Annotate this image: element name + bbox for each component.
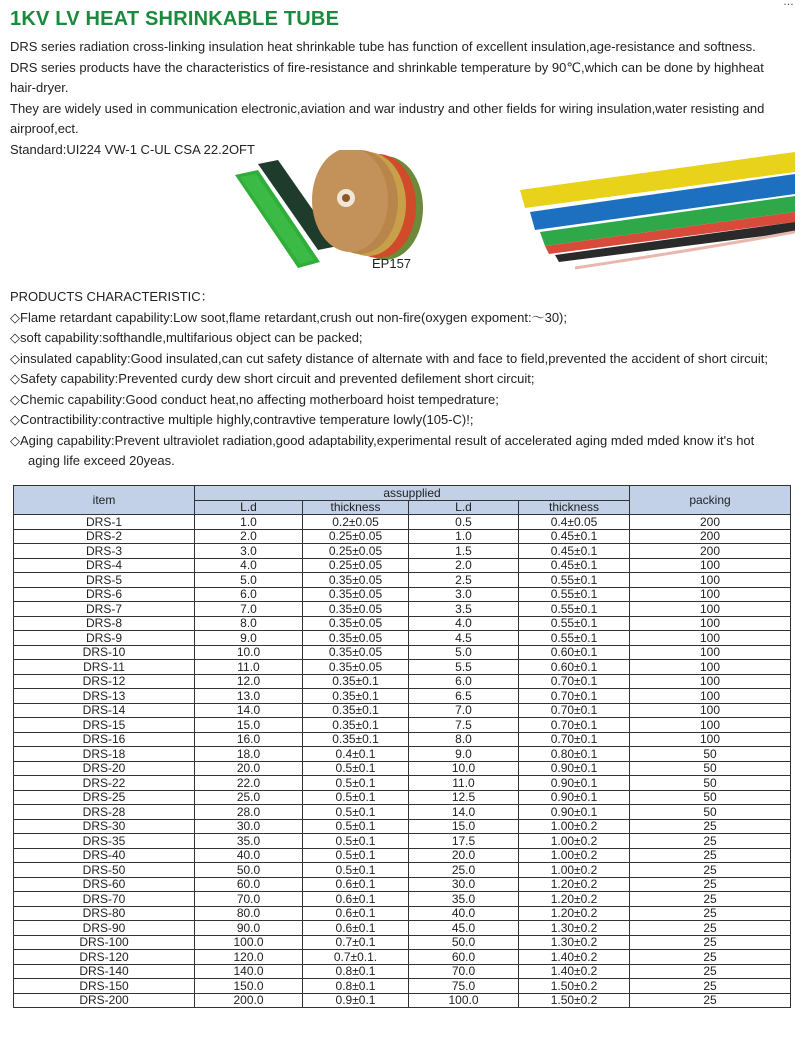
cell-ld: 1.5 xyxy=(409,544,519,559)
cell-packing: 50 xyxy=(630,805,791,820)
cell-packing: 200 xyxy=(630,544,791,559)
cell-ld: 13.0 xyxy=(195,689,303,704)
cell-ld: 22.0 xyxy=(195,776,303,791)
cell-thickness: 1.30±0.2 xyxy=(519,921,630,936)
table-row xyxy=(14,761,791,776)
table-row xyxy=(14,979,791,994)
intro-paragraph: DRS series products have the characteristics of fire-resistance and shrinkable temperature by 90℃,which can be done by highheat hair-dryer. xyxy=(10,59,764,95)
product-photo-tubes xyxy=(515,150,795,275)
cell-thickness: 0.25±0.05 xyxy=(303,544,409,559)
cell-ld: 40.0 xyxy=(195,848,303,863)
cell-thickness: 0.5±0.1 xyxy=(303,848,409,863)
cell-ld: 28.0 xyxy=(195,805,303,820)
cell-ld: 100.0 xyxy=(195,935,303,950)
cell-packing: 100 xyxy=(630,660,791,675)
cell-thickness: 0.5±0.1 xyxy=(303,863,409,878)
table-row xyxy=(14,544,791,559)
cell-packing: 100 xyxy=(630,587,791,602)
cell-ld: 5.0 xyxy=(409,645,519,660)
cell-ld: 6.0 xyxy=(195,587,303,602)
col-header-thickness: thickness xyxy=(303,500,409,515)
table-row xyxy=(14,935,791,950)
col-header-item: item xyxy=(14,486,195,515)
cell-ld: 6.5 xyxy=(409,689,519,704)
cell-item: DRS-22 xyxy=(14,776,195,791)
cell-thickness: 0.8±0.1 xyxy=(303,964,409,979)
cell-thickness: 0.25±0.05 xyxy=(303,529,409,544)
table-row xyxy=(14,921,791,936)
cell-ld: 17.5 xyxy=(409,834,519,849)
cell-item: DRS-30 xyxy=(14,819,195,834)
cell-packing: 100 xyxy=(630,573,791,588)
cell-packing: 100 xyxy=(630,645,791,660)
cell-ld: 2.5 xyxy=(409,573,519,588)
cell-packing: 25 xyxy=(630,921,791,936)
cell-ld: 9.0 xyxy=(195,631,303,646)
cell-thickness: 0.35±0.05 xyxy=(303,631,409,646)
cell-packing: 100 xyxy=(630,558,791,573)
cell-item: DRS-8 xyxy=(14,616,195,631)
table-row xyxy=(14,616,791,631)
table-row xyxy=(14,805,791,820)
table-row xyxy=(14,906,791,921)
table-row xyxy=(14,863,791,878)
cell-thickness: 0.35±0.05 xyxy=(303,660,409,675)
cell-item: DRS-150 xyxy=(14,979,195,994)
cell-thickness: 0.5±0.1 xyxy=(303,805,409,820)
cell-ld: 0.5 xyxy=(409,515,519,530)
cell-ld: 2.0 xyxy=(195,529,303,544)
cell-item: DRS-50 xyxy=(14,863,195,878)
cell-item: DRS-5 xyxy=(14,573,195,588)
cell-ld: 4.0 xyxy=(409,616,519,631)
cell-thickness: 0.35±0.1 xyxy=(303,689,409,704)
cell-item: DRS-200 xyxy=(14,993,195,1008)
cell-thickness: 0.5±0.1 xyxy=(303,761,409,776)
cell-packing: 100 xyxy=(630,689,791,704)
table-row xyxy=(14,674,791,689)
cell-thickness: 0.5±0.1 xyxy=(303,819,409,834)
table-row xyxy=(14,645,791,660)
table-row xyxy=(14,848,791,863)
feature-item: ◇Flame retardant capability:Low soot,flame retardant,crush out non-fire(oxygen expoment:～30); xyxy=(10,309,567,325)
cell-packing: 100 xyxy=(630,631,791,646)
spec-table xyxy=(13,485,791,1008)
cell-thickness: 0.60±0.1 xyxy=(519,660,630,675)
cell-item: DRS-25 xyxy=(14,790,195,805)
cell-item: DRS-90 xyxy=(14,921,195,936)
cell-thickness: 0.60±0.1 xyxy=(519,645,630,660)
cell-ld: 25.0 xyxy=(195,790,303,805)
cell-packing: 200 xyxy=(630,515,791,530)
cell-ld: 35.0 xyxy=(409,892,519,907)
cell-packing: 50 xyxy=(630,790,791,805)
table-row xyxy=(14,529,791,544)
cell-ld: 4.0 xyxy=(195,558,303,573)
cell-packing: 25 xyxy=(630,848,791,863)
cell-ld: 200.0 xyxy=(195,993,303,1008)
cell-ld: 11.0 xyxy=(409,776,519,791)
cell-ld: 2.0 xyxy=(409,558,519,573)
cell-thickness: 0.70±0.1 xyxy=(519,703,630,718)
cell-item: DRS-60 xyxy=(14,877,195,892)
cell-packing: 200 xyxy=(630,529,791,544)
cell-item: DRS-6 xyxy=(14,587,195,602)
cell-thickness: 0.4±0.1 xyxy=(303,747,409,762)
cell-item: DRS-14 xyxy=(14,703,195,718)
cell-ld: 18.0 xyxy=(195,747,303,762)
cell-thickness: 0.35±0.1 xyxy=(303,703,409,718)
intro-paragraph: They are widely used in communication electronic,aviation and war industry and other fields for wiring insulation,water resisting and airproof,ect. xyxy=(10,100,765,136)
cell-ld: 5.5 xyxy=(409,660,519,675)
cell-thickness: 0.4±0.05 xyxy=(519,515,630,530)
image-caption: EP157 xyxy=(372,256,412,271)
cell-thickness: 0.45±0.1 xyxy=(519,558,630,573)
cell-ld: 8.0 xyxy=(195,616,303,631)
table-row xyxy=(14,747,791,762)
cell-thickness: 0.5±0.1 xyxy=(303,776,409,791)
cell-ld: 14.0 xyxy=(195,703,303,718)
col-header-thickness: thickness xyxy=(519,500,630,515)
cell-packing: 25 xyxy=(630,819,791,834)
table-row xyxy=(14,587,791,602)
cell-item: DRS-120 xyxy=(14,950,195,965)
cell-thickness: 1.00±0.2 xyxy=(519,863,630,878)
cell-thickness: 0.6±0.1 xyxy=(303,892,409,907)
cell-thickness: 1.00±0.2 xyxy=(519,848,630,863)
product-photo-reels xyxy=(230,150,445,270)
cell-ld: 120.0 xyxy=(195,950,303,965)
cell-thickness: 0.55±0.1 xyxy=(519,631,630,646)
cell-thickness: 0.6±0.1 xyxy=(303,921,409,936)
cell-ld: 12.0 xyxy=(195,674,303,689)
cell-thickness: 1.20±0.2 xyxy=(519,892,630,907)
cell-thickness: 0.2±0.05 xyxy=(303,515,409,530)
cell-ld: 6.0 xyxy=(409,674,519,689)
cell-thickness: 0.70±0.1 xyxy=(519,674,630,689)
cell-thickness: 0.90±0.1 xyxy=(519,776,630,791)
cell-item: DRS-10 xyxy=(14,645,195,660)
page-title: 1KV LV HEAT SHRINKABLE TUBE xyxy=(10,8,340,30)
cell-ld: 8.0 xyxy=(409,732,519,747)
cell-item: DRS-9 xyxy=(14,631,195,646)
cell-thickness: 0.6±0.1 xyxy=(303,877,409,892)
cell-ld: 90.0 xyxy=(195,921,303,936)
cell-ld: 7.0 xyxy=(195,602,303,617)
cell-item: DRS-80 xyxy=(14,906,195,921)
table-row xyxy=(14,631,791,646)
cell-thickness: 1.20±0.2 xyxy=(519,906,630,921)
cell-ld: 20.0 xyxy=(195,761,303,776)
cell-packing: 25 xyxy=(630,979,791,994)
cell-thickness: 0.25±0.05 xyxy=(303,558,409,573)
table-row xyxy=(14,819,791,834)
cell-ld: 7.5 xyxy=(409,718,519,733)
cell-ld: 35.0 xyxy=(195,834,303,849)
table-row xyxy=(14,950,791,965)
cell-item: DRS-70 xyxy=(14,892,195,907)
feature-item: ◇Safety capability:Prevented curdy dew short circuit and prevented defilement short circuit; xyxy=(10,371,535,386)
col-header-ld: L.d xyxy=(409,500,519,515)
cell-thickness: 0.55±0.1 xyxy=(519,602,630,617)
table-row xyxy=(14,776,791,791)
cell-thickness: 0.55±0.1 xyxy=(519,616,630,631)
cell-packing: 25 xyxy=(630,892,791,907)
col-header-ld: L.d xyxy=(195,500,303,515)
cell-ld: 140.0 xyxy=(195,964,303,979)
cell-item: DRS-4 xyxy=(14,558,195,573)
cell-thickness: 0.35±0.05 xyxy=(303,616,409,631)
cell-thickness: 0.80±0.1 xyxy=(519,747,630,762)
cell-ld: 25.0 xyxy=(409,863,519,878)
cell-packing: 25 xyxy=(630,906,791,921)
cell-thickness: 0.90±0.1 xyxy=(519,790,630,805)
cell-packing: 100 xyxy=(630,674,791,689)
cell-ld: 12.5 xyxy=(409,790,519,805)
cell-item: DRS-40 xyxy=(14,848,195,863)
cell-packing: 50 xyxy=(630,761,791,776)
cell-packing: 50 xyxy=(630,747,791,762)
intro-text xyxy=(10,37,790,160)
cell-ld: 70.0 xyxy=(409,964,519,979)
table-row xyxy=(14,877,791,892)
corner-text: … xyxy=(783,0,794,8)
cell-packing: 25 xyxy=(630,964,791,979)
cell-thickness: 0.35±0.05 xyxy=(303,573,409,588)
feature-item: ◇Contractibility:contractive multiple highly,contravtive temperature lowly(105-C)!; xyxy=(10,412,474,427)
cell-packing: 100 xyxy=(630,732,791,747)
cell-ld: 9.0 xyxy=(409,747,519,762)
table-row xyxy=(14,718,791,733)
cell-thickness: 0.35±0.05 xyxy=(303,645,409,660)
cell-thickness: 0.9±0.1 xyxy=(303,993,409,1008)
cell-ld: 7.0 xyxy=(409,703,519,718)
intro-paragraph: DRS series radiation cross-linking insulation heat shrinkable tube has function of excellent insulation,age-resistance and softness. xyxy=(10,39,756,54)
table-row xyxy=(14,660,791,675)
cell-ld: 15.0 xyxy=(195,718,303,733)
table-row xyxy=(14,515,791,530)
cell-ld: 10.0 xyxy=(409,761,519,776)
cell-thickness: 0.35±0.1 xyxy=(303,732,409,747)
feature-item: ◇Aging capability:Prevent ultraviolet radiation,good adaptability,experimental result of accelerated aging mded mded know it's hot xyxy=(10,432,755,448)
cell-item: DRS-18 xyxy=(14,747,195,762)
cell-item: DRS-7 xyxy=(14,602,195,617)
cell-thickness: 0.90±0.1 xyxy=(519,805,630,820)
cell-packing: 25 xyxy=(630,877,791,892)
cell-packing: 25 xyxy=(630,834,791,849)
cell-ld: 30.0 xyxy=(195,819,303,834)
cell-thickness: 0.35±0.1 xyxy=(303,718,409,733)
features-list xyxy=(10,287,795,472)
cell-thickness: 1.50±0.2 xyxy=(519,993,630,1008)
cell-item: DRS-35 xyxy=(14,834,195,849)
cell-thickness: 0.5±0.1 xyxy=(303,834,409,849)
table-row xyxy=(14,689,791,704)
cell-thickness: 0.7±0.1 xyxy=(303,935,409,950)
table-row xyxy=(14,834,791,849)
cell-item: DRS-15 xyxy=(14,718,195,733)
table-row xyxy=(14,790,791,805)
col-header-packing: packing xyxy=(630,486,791,515)
cell-item: DRS-11 xyxy=(14,660,195,675)
cell-thickness: 0.35±0.1 xyxy=(303,674,409,689)
cell-ld: 75.0 xyxy=(409,979,519,994)
cell-packing: 100 xyxy=(630,703,791,718)
cell-thickness: 0.70±0.1 xyxy=(519,718,630,733)
table-row xyxy=(14,558,791,573)
cell-ld: 60.0 xyxy=(409,950,519,965)
cell-thickness: 0.55±0.1 xyxy=(519,573,630,588)
feature-item: ◇insulated capablity:Good insulated,can cut safety distance of alternate with and face to field,prevented the accident of short circuit; xyxy=(10,350,768,366)
cell-ld: 50.0 xyxy=(195,863,303,878)
table-row xyxy=(14,602,791,617)
feature-item: ◇soft capability:softhandle,multifarious object can be packed; xyxy=(10,330,363,345)
cell-thickness: 0.70±0.1 xyxy=(519,689,630,704)
cell-ld: 150.0 xyxy=(195,979,303,994)
cell-ld: 3.0 xyxy=(195,544,303,559)
cell-ld: 10.0 xyxy=(195,645,303,660)
cell-ld: 1.0 xyxy=(409,529,519,544)
cell-packing: 25 xyxy=(630,863,791,878)
cell-thickness: 0.90±0.1 xyxy=(519,761,630,776)
cell-ld: 15.0 xyxy=(409,819,519,834)
cell-thickness: 0.5±0.1 xyxy=(303,790,409,805)
cell-ld: 20.0 xyxy=(409,848,519,863)
cell-packing: 50 xyxy=(630,776,791,791)
cell-thickness: 1.00±0.2 xyxy=(519,819,630,834)
features-heading: PRODUCTS CHARACTERISTIC： xyxy=(10,289,214,304)
cell-ld: 16.0 xyxy=(195,732,303,747)
cell-item: DRS-100 xyxy=(14,935,195,950)
cell-thickness: 1.00±0.2 xyxy=(519,834,630,849)
table-row xyxy=(14,703,791,718)
cell-ld: 70.0 xyxy=(195,892,303,907)
cell-ld: 3.0 xyxy=(409,587,519,602)
cell-ld: 100.0 xyxy=(409,993,519,1008)
cell-thickness: 0.70±0.1 xyxy=(519,732,630,747)
cell-ld: 80.0 xyxy=(195,906,303,921)
cell-item: DRS-28 xyxy=(14,805,195,820)
cell-thickness: 1.50±0.2 xyxy=(519,979,630,994)
cell-thickness: 1.30±0.2 xyxy=(519,935,630,950)
cell-ld: 1.0 xyxy=(195,515,303,530)
cell-thickness: 0.45±0.1 xyxy=(519,544,630,559)
cell-packing: 25 xyxy=(630,950,791,965)
table-row xyxy=(14,892,791,907)
col-header-supplied: assupplied xyxy=(195,486,630,501)
feature-item-continued: aging life exceed 20yeas. xyxy=(28,453,175,468)
table-row xyxy=(14,993,791,1008)
cell-thickness: 0.7±0.1. xyxy=(303,950,409,965)
cell-thickness: 0.55±0.1 xyxy=(519,587,630,602)
cell-packing: 25 xyxy=(630,935,791,950)
cell-thickness: 1.40±0.2 xyxy=(519,964,630,979)
cell-item: DRS-2 xyxy=(14,529,195,544)
cell-ld: 45.0 xyxy=(409,921,519,936)
table-row xyxy=(14,964,791,979)
standard-line: Standard:UI224 VW-1 C-UL CSA 22.2OFT xyxy=(10,141,255,157)
cell-ld: 11.0 xyxy=(195,660,303,675)
cell-ld: 4.5 xyxy=(409,631,519,646)
cell-thickness: 0.35±0.05 xyxy=(303,602,409,617)
cell-ld: 5.0 xyxy=(195,573,303,588)
cell-thickness: 0.35±0.05 xyxy=(303,587,409,602)
cell-thickness: 0.45±0.1 xyxy=(519,529,630,544)
spec-table-body xyxy=(14,515,791,1008)
cell-thickness: 0.8±0.1 xyxy=(303,979,409,994)
cell-item: DRS-12 xyxy=(14,674,195,689)
cell-packing: 100 xyxy=(630,718,791,733)
cell-ld: 3.5 xyxy=(409,602,519,617)
cell-item: DRS-16 xyxy=(14,732,195,747)
cell-ld: 50.0 xyxy=(409,935,519,950)
cell-item: DRS-1 xyxy=(14,515,195,530)
cell-ld: 40.0 xyxy=(409,906,519,921)
feature-item: ◇Chemic capability:Good conduct heat,no affecting motherboard hoist tempedrature; xyxy=(10,391,499,407)
cell-ld: 30.0 xyxy=(409,877,519,892)
cell-item: DRS-13 xyxy=(14,689,195,704)
cell-packing: 100 xyxy=(630,602,791,617)
cell-thickness: 1.40±0.2 xyxy=(519,950,630,965)
table-row xyxy=(14,732,791,747)
cell-thickness: 0.6±0.1 xyxy=(303,906,409,921)
cell-item: DRS-3 xyxy=(14,544,195,559)
cell-item: DRS-140 xyxy=(14,964,195,979)
cell-ld: 60.0 xyxy=(195,877,303,892)
cell-ld: 14.0 xyxy=(409,805,519,820)
table-row xyxy=(14,573,791,588)
cell-thickness: 1.20±0.2 xyxy=(519,877,630,892)
cell-item: DRS-20 xyxy=(14,761,195,776)
cell-packing: 100 xyxy=(630,616,791,631)
cell-packing: 25 xyxy=(630,993,791,1008)
